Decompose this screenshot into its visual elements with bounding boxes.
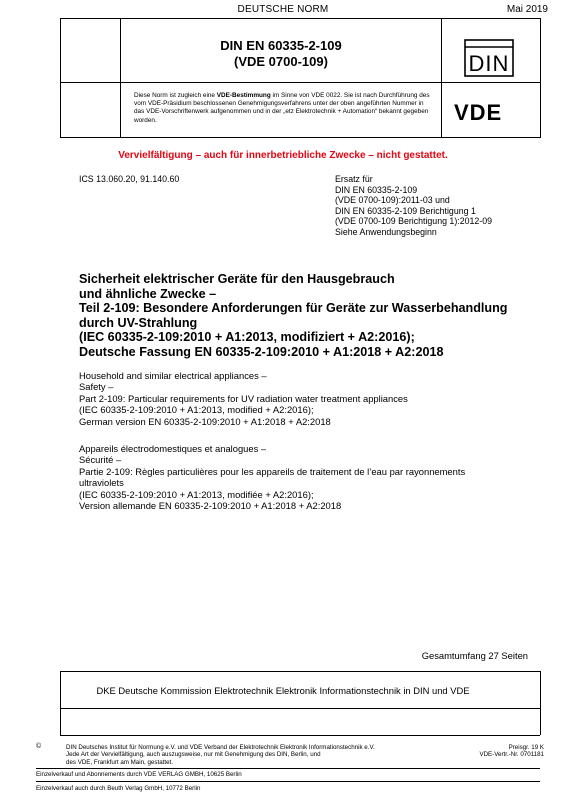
title-french [79,443,549,511]
sales-vde-verlag: Einzelverkauf und Abonnements durch VDE VERLAG GMBH, 10625 Berlin [36,771,242,778]
frame-divider-left [120,18,121,138]
ics-codes: ICS 13.060.20, 91.140.60 [79,174,180,184]
title-en-line: German version EN 60335-2-109:2010 + A1:2018 + A2:2018 [79,415,331,427]
dke-box-middle [60,708,540,709]
title-fr-line: Partie 2-109: Règles particulières pour les appareils de traitement de l’eau par rayonnements [79,465,466,477]
title-german [79,272,539,360]
replacement-line: DIN EN 60335-2-109 [335,184,418,195]
dke-box-bottom [60,735,540,736]
title-english [79,370,539,427]
title-fr-line: (IEC 60335-2-109:2010 + A1:2013, modifiée + A2:2016); [79,488,314,500]
header-standard-type: DEUTSCHE NORM [237,4,329,15]
replacement-line: Siehe Anwendungsbeginn [335,226,437,237]
vde-note-prefix: Diese Norm ist zugleich eine [134,92,217,99]
document-number-box [120,38,442,70]
reproduction-warning: Vervielfältigung – auch für innerbetriebliche Zwecke – nicht gestattet. [118,150,448,161]
replacement-line: (VDE 0700-109 Berichtigung 1):2012-09 [335,216,492,227]
title-de-line: Deutsche Fassung EN 60335-2-109:2010 + A1:2018 + A2:2018 [79,344,444,359]
frame-mid-line [60,82,540,83]
title-fr-line: Sécurité – [79,454,122,466]
copyright-symbol: © [36,743,42,750]
title-en-line: Household and similar electrical appliances – [79,370,267,381]
price-info [479,744,544,759]
top-rule [60,18,540,19]
title-en-line: (IEC 60335-2-109:2010 + A1:2013, modified + A2:2016); [79,404,314,416]
title-de-line: durch UV-Strahlung [79,315,198,330]
din-logo [463,38,515,76]
vde-note-rest: im Sinne von VDE 0022. Sie ist nach Durchführung des vom VDE-Präsidium beschlossenen Genehmigungsverfahrens unter der oben angeführten Nummer in das VDE-Vorschriftenwerk aufgenommen und in der „etz Elektrotechnik + Automation“ bekannt gegeben worden. [134,92,430,124]
vde-determination-note [134,92,434,125]
replacement-line: Ersatz für [335,174,373,184]
title-en-line: Safety – [79,381,114,393]
frame-divider-right [441,18,442,138]
title-en-line: Part 2-109: Particular requirements for UV radiation water treatment appliances [79,392,408,404]
replacement-info [335,174,492,238]
title-de-line: und ähnliche Zwecke – [79,286,217,301]
footer-separator [36,768,540,769]
vde-note-bold: VDE-Bestimmung [216,92,271,99]
frame-right-line [540,18,541,138]
title-de-line: Teil 2-109: Besondere Anforderungen für Geräte zur Wasserbehandlung [79,301,508,316]
dke-box-right [540,671,541,735]
footer-separator-2 [36,781,540,782]
document-number: DIN EN 60335-2-109 [220,38,342,53]
copyright-line: DIN Deutsches Institut für Normung e.V. und VDE Verband der Elektrotechnik Elektronik Informationstechnik e.V. [66,744,375,751]
replacement-line: (VDE 0700-109):2011-03 und [335,195,450,206]
dke-commission: DKE Deutsche Kommission Elektrotechnik Elektronik Informationstechnik in DIN und VDE [96,685,470,696]
header-date: Mai 2019 [506,4,548,15]
title-fr-line: ultraviolets [79,477,124,489]
replacement-line: DIN EN 60335-2-109 Berichtigung 1 [335,205,476,216]
total-pages: Gesamtumfang 27 Seiten [421,650,528,661]
frame-bottom-line [60,137,540,138]
copyright-line: Jede Art der Vervielfältigung, auch auszugsweise, nur mit Genehmigung des DIN, Berlin, und [66,751,321,759]
vde-number: (VDE 0700-109) [234,54,328,69]
copyright-line: des VDE, Frankfurt am Main, gestattet. [66,758,173,766]
svg-text:DIN: DIN [468,51,510,76]
title-de-line: Sicherheit elektrischer Geräte für den Hausgebrauch [79,272,395,286]
price-group: Preisgr. 19 K [508,744,544,751]
vde-distribution-number: VDE-Vertr.-Nr. 0701181 [479,751,544,759]
vde-logo: VDE [454,100,503,125]
title-fr-line: Appareils électrodomestiques et analogues – [79,443,267,454]
dke-box-top [60,671,540,672]
sales-beuth-verlag: Einzelverkauf auch durch Beuth Verlag GmbH, 10772 Berlin [36,785,201,792]
din-logo-icon [463,38,515,78]
frame-left-line [60,18,61,138]
title-fr-line: Version allemande EN 60335-2-109:2010 + A1:2018 + A2:2018 [79,500,342,512]
title-de-line: (IEC 60335-2-109:2010 + A1:2013, modifiziert + A2:2016); [79,330,415,345]
dke-box-left [60,671,61,735]
copyright-notice [66,744,426,766]
